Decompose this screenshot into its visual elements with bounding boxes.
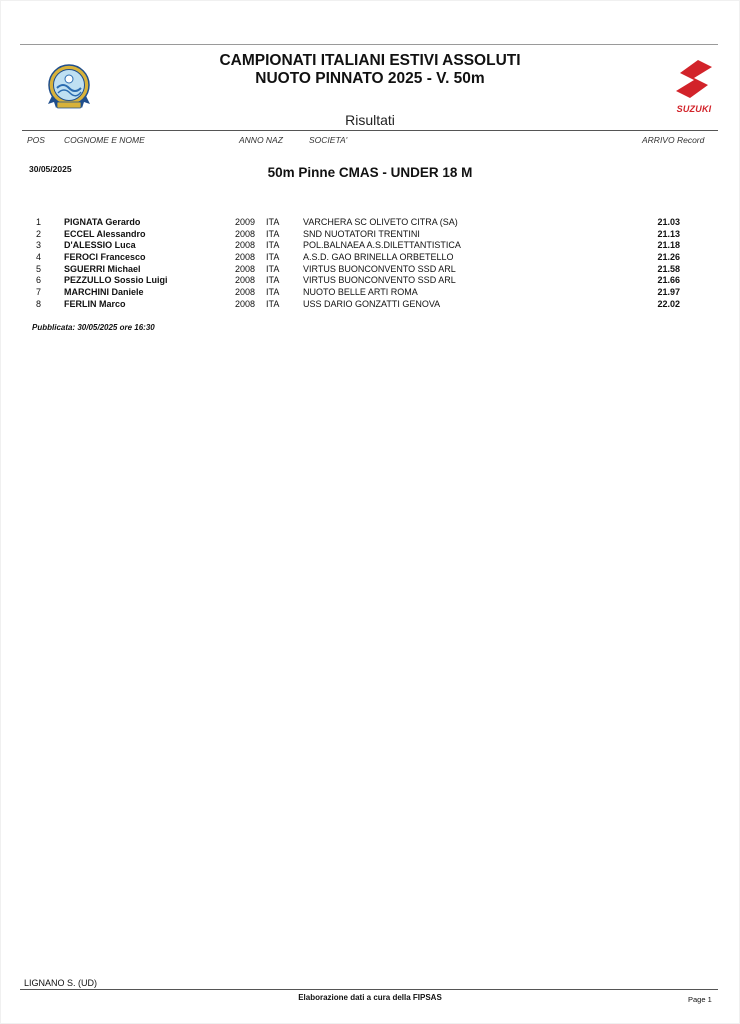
page-number: Page 1 [688, 995, 712, 1004]
data-elaboration-credit: Elaborazione dati a cura della FIPSAS [298, 993, 442, 1002]
athlete-name [64, 299, 126, 311]
athlete-name [64, 275, 168, 287]
result-position: 7 [36, 287, 42, 298]
result-position: 8 [36, 298, 42, 309]
finish-time: 21.66 [657, 275, 680, 286]
athlete-name [64, 264, 141, 276]
venue-location: LIGNANO S. (UD) [24, 978, 98, 988]
athlete-first-name: Daniele [111, 287, 144, 298]
athlete-first-name: Luca [114, 240, 136, 251]
athlete-surname: PIGNATA [64, 217, 103, 227]
result-position: 5 [36, 263, 42, 274]
table-row [0, 229, 740, 241]
result-position: 1 [36, 217, 42, 227]
athlete-first-name: Sossio Luigi [114, 275, 168, 286]
athlete-surname: ECCEL [64, 228, 95, 239]
club-name: POL.BALNAEA A.S.DILETTANTISTICA [303, 240, 461, 251]
club-name: USS DARIO GONZATTI GENOVA [303, 298, 441, 309]
result-position: 2 [36, 228, 42, 239]
athlete-name [64, 240, 136, 252]
finish-time: 21.03 [657, 217, 680, 227]
table-row [0, 217, 740, 229]
footer-rule [20, 989, 718, 990]
header-rule [22, 130, 718, 131]
athlete-surname: D'ALESSIO [64, 240, 113, 251]
event-date: 30/05/2025 [29, 164, 72, 174]
club-name: SND NUOTATORI TRENTINI [303, 228, 420, 239]
athlete-first-name: Francesco [100, 252, 146, 263]
col-header-anno-naz: ANNO NAZ [239, 135, 283, 145]
nationality: ITA [266, 217, 280, 227]
birth-year: 2008 [235, 287, 256, 298]
results-table [0, 217, 740, 311]
results-subtitle: Risultati [345, 112, 395, 128]
club-name: A.S.D. GAO BRINELLA ORBETELLO [303, 252, 454, 263]
top-rule [20, 44, 718, 45]
finish-time: 21.26 [657, 252, 680, 263]
published-note: Pubblicata: 30/05/2025 ore 16:30 [32, 323, 155, 332]
athlete-name [64, 287, 144, 299]
nationality: ITA [266, 240, 280, 251]
birth-year: 2008 [235, 275, 256, 286]
birth-year: 2008 [235, 263, 256, 274]
finish-time: 22.02 [657, 298, 680, 309]
nationality: ITA [266, 275, 280, 286]
club-name: VARCHERA SC OLIVETO CITRA (SA) [303, 217, 458, 227]
finish-time: 21.18 [657, 240, 680, 251]
title-line-1: CAMPIONATI ITALIANI ESTIVI ASSOLUTI [219, 52, 521, 69]
birth-year: 2008 [235, 228, 256, 239]
club-name: NUOTO BELLE ARTI ROMA [303, 287, 418, 298]
document-title [150, 52, 590, 88]
nationality: ITA [266, 298, 280, 309]
birth-year: 2009 [235, 217, 256, 227]
finish-time: 21.97 [657, 287, 680, 298]
athlete-name [64, 229, 146, 241]
col-header-name: COGNOME E NOME [64, 135, 145, 145]
club-name: VIRTUS BUONCONVENTO SSD ARL [303, 275, 456, 286]
finish-time: 21.13 [657, 228, 680, 239]
result-position: 6 [36, 275, 42, 286]
athlete-first-name: Gerardo [105, 217, 141, 227]
table-row [0, 252, 740, 264]
col-header-arrivo-record: ARRIVO Record [642, 135, 705, 145]
col-header-societa: SOCIETA' [309, 135, 348, 145]
birth-year: 2008 [235, 252, 256, 263]
fipsas-emblem-icon [44, 58, 94, 114]
nationality: ITA [266, 263, 280, 274]
athlete-name [64, 217, 140, 229]
table-row [0, 275, 740, 287]
athlete-first-name: Alessandro [96, 228, 146, 239]
athlete-first-name: Marco [99, 298, 126, 309]
table-row [0, 287, 740, 299]
table-row [0, 240, 740, 252]
athlete-surname: FEROCI [64, 252, 99, 263]
title-line-2: NUOTO PINNATO 2025 - V. 50m [255, 70, 485, 87]
nationality: ITA [266, 228, 280, 239]
birth-year: 2008 [235, 240, 256, 251]
suzuki-logo-icon [668, 58, 720, 116]
athlete-surname: SGUERRI [64, 263, 106, 274]
nationality: ITA [266, 287, 280, 298]
col-header-pos: POS [27, 135, 45, 145]
club-name: VIRTUS BUONCONVENTO SSD ARL [303, 263, 456, 274]
athlete-surname: FERLIN [64, 298, 97, 309]
athlete-surname: PEZZULLO [64, 275, 112, 286]
athlete-first-name: Michael [107, 263, 141, 274]
result-position: 3 [36, 240, 42, 251]
athlete-name [64, 252, 146, 264]
result-position: 4 [36, 252, 42, 263]
table-row [0, 299, 740, 311]
finish-time: 21.58 [657, 263, 680, 274]
birth-year: 2008 [235, 298, 256, 309]
table-row [0, 264, 740, 276]
event-title: 50m Pinne CMAS - UNDER 18 M [267, 165, 473, 180]
athlete-surname: MARCHINI [64, 287, 109, 298]
nationality: ITA [266, 252, 280, 263]
suzuki-wordmark: SUZUKI [676, 104, 712, 114]
